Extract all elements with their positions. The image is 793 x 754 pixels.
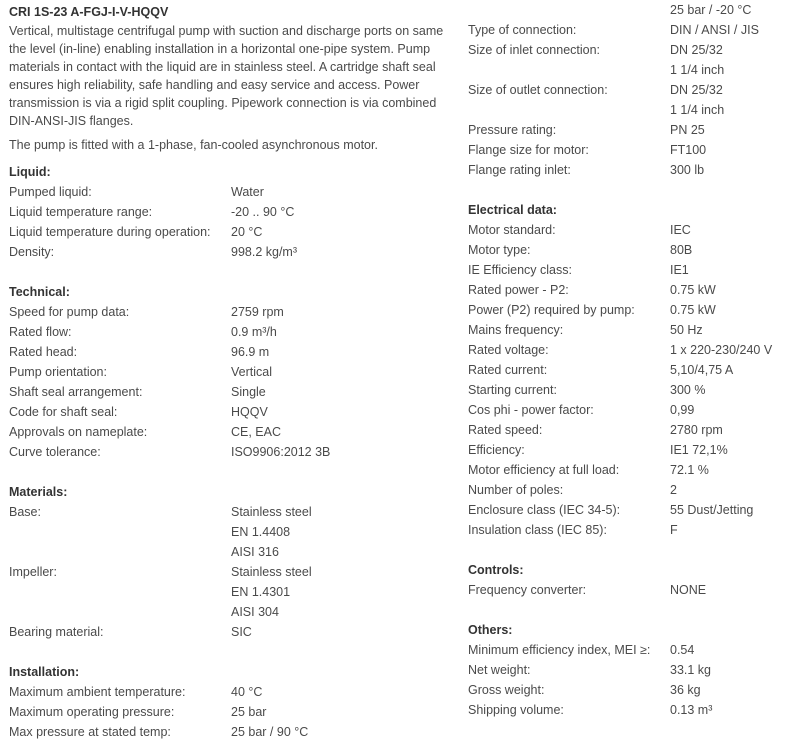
spec-value: IE1 72,1% (670, 443, 728, 457)
spec-label: Cos phi - power factor: (468, 403, 594, 417)
spec-value: 0.75 kW (670, 283, 716, 297)
spec-value: F (670, 523, 678, 537)
technical-section (9, 282, 449, 462)
spec-row (468, 700, 788, 720)
spec-label: Density: (9, 245, 55, 259)
spec-row (9, 222, 449, 242)
spec-values (231, 622, 252, 642)
spec-values (670, 660, 711, 680)
spec-row (468, 380, 788, 400)
others-section (468, 620, 788, 720)
spec-value: 998.2 kg/m³ (231, 245, 298, 259)
spec-values (231, 442, 330, 462)
spec-label: Pump orientation: (9, 365, 107, 379)
spec-row (468, 420, 788, 440)
spec-row (9, 422, 449, 442)
spec-values (231, 202, 294, 222)
spec-label: Liquid temperature during operation: (9, 225, 211, 239)
spec-row (9, 562, 449, 622)
spec-row (468, 160, 788, 180)
spec-row (468, 80, 788, 120)
spec-value: 1 1/4 inch (670, 103, 725, 117)
spec-label: Shipping volume: (468, 703, 564, 717)
spec-value: 55 Dust/Jetting (670, 503, 754, 517)
spec-values (231, 722, 308, 742)
spec-values (670, 80, 724, 120)
spec-row (9, 382, 449, 402)
spec-values (231, 222, 262, 242)
spec-values (670, 20, 759, 40)
section-heading: Controls: (468, 563, 524, 577)
spec-values (670, 420, 723, 440)
spec-values (670, 300, 716, 320)
spec-label: Pumped liquid: (9, 185, 92, 199)
motor-description: The pump is fitted with a 1-phase, fan-cooled asynchronous motor. (9, 138, 378, 152)
spec-value: 20 °C (231, 225, 263, 239)
spec-values (670, 360, 733, 380)
spec-label: Maximum ambient temperature: (9, 685, 186, 699)
spec-row (468, 660, 788, 680)
spec-values (670, 40, 724, 80)
product-description: Vertical, multistage centrifugal pump with suction and discharge ports on same the level (in-line) enabling installation in a horizontal one-pipe system. Pump materials in contact with the liquid are in stainless steel. A cartridge shaft seal ensures high reliability, safe handling and easy service and access. Power transmission is via a rigid split coupling. Pipework connection is via combined DIN-ANSI-JIS flanges. (9, 24, 444, 128)
spec-label: Rated power - P2: (468, 283, 569, 297)
spec-row (9, 182, 449, 202)
installation-continued-section (468, 0, 788, 180)
spec-value: 36 kg (670, 683, 701, 697)
spec-label: Rated head: (9, 345, 78, 359)
spec-value: IEC (670, 223, 691, 237)
spec-value: FT100 (670, 143, 707, 157)
spec-row (9, 342, 449, 362)
spec-values (231, 322, 277, 342)
spec-values (670, 380, 705, 400)
spec-label: Maximum operating pressure: (9, 705, 175, 719)
spec-label: Minimum efficiency index, MEI ≥: (468, 643, 651, 657)
spec-values (670, 340, 772, 360)
spec-row (468, 640, 788, 660)
spec-label: Rated current: (468, 363, 548, 377)
spec-value: 1 x 220-230/240 V (670, 343, 773, 357)
spec-value: 25 bar / -20 °C (670, 3, 752, 17)
spec-values (670, 260, 689, 280)
spec-label: Flange size for motor: (468, 143, 589, 157)
spec-value: EN 1.4301 (231, 585, 291, 599)
spec-label: Size of inlet connection: (468, 43, 601, 57)
spec-label: Motor efficiency at full load: (468, 463, 620, 477)
spec-values (670, 500, 753, 520)
spec-label: Rated speed: (468, 423, 543, 437)
spec-row (9, 622, 449, 642)
spec-values (231, 342, 269, 362)
spec-label: Frequency converter: (468, 583, 587, 597)
spec-row (468, 140, 788, 160)
spec-label: Motor standard: (468, 223, 556, 237)
spec-label: Motor type: (468, 243, 531, 257)
spec-values (670, 520, 678, 540)
spec-row (468, 460, 788, 480)
spec-label: Net weight: (468, 663, 531, 677)
spec-row (468, 300, 788, 320)
spec-label: Bearing material: (9, 625, 104, 639)
spec-value: DIN / ANSI / JIS (670, 23, 759, 37)
spec-values (231, 302, 284, 322)
spec-label: Efficiency: (468, 443, 525, 457)
left-column (9, 0, 449, 742)
spec-row (9, 322, 449, 342)
spec-row (468, 240, 788, 260)
spec-row (468, 280, 788, 300)
spec-row (9, 242, 449, 262)
spec-row (468, 320, 788, 340)
spec-value: 80B (670, 243, 693, 257)
spec-values (670, 440, 728, 460)
spec-value: CE, EAC (231, 425, 282, 439)
spec-row (468, 400, 788, 420)
spec-label: Pressure rating: (468, 123, 557, 137)
spec-values (231, 562, 312, 622)
spec-label: Code for shaft seal: (9, 405, 118, 419)
spec-values (670, 0, 751, 20)
section-heading: Electrical data: (468, 203, 557, 217)
spec-value: 300 lb (670, 163, 705, 177)
spec-value: Stainless steel (231, 565, 312, 579)
spec-value: NONE (670, 583, 707, 597)
spec-value: DN 25/32 (670, 83, 723, 97)
spec-value: -20 .. 90 °C (231, 205, 295, 219)
spec-values (231, 242, 297, 262)
spec-values (231, 502, 312, 562)
spec-value: SIC (231, 625, 252, 639)
spec-label: Number of poles: (468, 483, 564, 497)
liquid-section (9, 162, 449, 262)
spec-values (670, 400, 694, 420)
spec-row (468, 440, 788, 460)
spec-values (670, 160, 704, 180)
installation-section (9, 662, 449, 742)
spec-value: 25 bar / 90 °C (231, 725, 309, 739)
spec-values (670, 460, 709, 480)
spec-label: Insulation class (IEC 85): (468, 523, 607, 537)
spec-row (468, 480, 788, 500)
spec-value: 0.54 (670, 643, 695, 657)
spec-values (670, 680, 701, 700)
spec-value: Single (231, 385, 266, 399)
spec-value: 33.1 kg (670, 663, 712, 677)
spec-label (468, 0, 670, 20)
spec-value: 40 °C (231, 685, 263, 699)
spec-label: Mains frequency: (468, 323, 564, 337)
spec-value: PN 25 (670, 123, 705, 137)
spec-values (231, 422, 281, 442)
spec-label: Starting current: (468, 383, 557, 397)
spec-values (670, 480, 677, 500)
spec-values (231, 682, 262, 702)
spec-row (9, 502, 449, 562)
spec-row (9, 682, 449, 702)
spec-value: 2759 rpm (231, 305, 284, 319)
spec-value: 0,99 (670, 403, 695, 417)
spec-values (670, 700, 712, 720)
spec-row (468, 580, 788, 600)
spec-value: 50 Hz (670, 323, 703, 337)
spec-label: Speed for pump data: (9, 305, 130, 319)
spec-row (468, 520, 788, 540)
spec-value: AISI 304 (231, 605, 279, 619)
spec-row (468, 340, 788, 360)
spec-value: HQQV (231, 405, 268, 419)
spec-values (231, 182, 264, 202)
spec-label: Flange rating inlet: (468, 163, 571, 177)
spec-value: 72.1 % (670, 463, 709, 477)
spec-label: Max pressure at stated temp: (9, 725, 171, 739)
spec-row (468, 360, 788, 380)
section-heading: Others: (468, 623, 513, 637)
spec-label: Rated voltage: (468, 343, 549, 357)
spec-row (468, 120, 788, 140)
spec-value: 0.13 m³ (670, 703, 713, 717)
spec-value: EN 1.4408 (231, 525, 291, 539)
spec-row (468, 680, 788, 700)
spec-values (231, 702, 266, 722)
spec-label: Curve tolerance: (9, 445, 101, 459)
spec-value: Vertical (231, 365, 272, 379)
spec-values (231, 362, 272, 382)
spec-label: Power (P2) required by pump: (468, 303, 635, 317)
spec-row (468, 260, 788, 280)
spec-values (670, 640, 694, 660)
spec-row (468, 220, 788, 240)
spec-row (468, 20, 788, 40)
spec-value: Water (231, 185, 264, 199)
section-heading: Liquid: (9, 165, 51, 179)
spec-values (670, 220, 691, 240)
spec-values (670, 320, 703, 340)
spec-value: 300 % (670, 383, 706, 397)
section-heading: Installation: (9, 665, 80, 679)
controls-section (468, 560, 788, 600)
section-heading: Technical: (9, 285, 70, 299)
spec-values (670, 140, 706, 160)
spec-value: 5,10/4,75 A (670, 363, 734, 377)
spec-row (9, 702, 449, 722)
spec-label: Enclosure class (IEC 34-5): (468, 503, 621, 517)
spec-values (670, 120, 705, 140)
section-heading: Materials: (9, 485, 68, 499)
spec-value: Stainless steel (231, 505, 312, 519)
materials-section (9, 482, 449, 642)
spec-value: 96.9 m (231, 345, 270, 359)
right-column (468, 0, 788, 720)
spec-row (9, 402, 449, 422)
product-title: CRI 1S-23 A-FGJ-I-V-HQQV (9, 5, 169, 19)
spec-row (468, 500, 788, 520)
spec-label: IE Efficiency class: (468, 263, 572, 277)
spec-label: Size of outlet connection: (468, 83, 608, 97)
spec-row (9, 362, 449, 382)
spec-value: IE1 (670, 263, 689, 277)
spec-row (9, 302, 449, 322)
spec-label: Approvals on nameplate: (9, 425, 148, 439)
spec-values (670, 280, 716, 300)
spec-value: 2780 rpm (670, 423, 723, 437)
spec-values (670, 240, 692, 260)
spec-row (9, 442, 449, 462)
spec-value: ISO9906:2012 3B (231, 445, 331, 459)
spec-label: Type of connection: (468, 23, 577, 37)
spec-label: Impeller: (9, 565, 57, 579)
spec-row (9, 202, 449, 222)
spec-label: Base: (9, 505, 41, 519)
spec-value: 0.9 m³/h (231, 325, 277, 339)
spec-label: Gross weight: (468, 683, 545, 697)
electrical-section (468, 200, 788, 540)
spec-value: AISI 316 (231, 545, 279, 559)
spec-label: Liquid temperature range: (9, 205, 153, 219)
spec-value: DN 25/32 (670, 43, 723, 57)
spec-row (468, 40, 788, 80)
spec-label: Rated flow: (9, 325, 72, 339)
spec-values (231, 402, 268, 422)
spec-values (670, 580, 706, 600)
spec-label: Shaft seal arrangement: (9, 385, 143, 399)
spec-value: 1 1/4 inch (670, 63, 725, 77)
spec-value: 0.75 kW (670, 303, 716, 317)
spec-values (231, 382, 266, 402)
spec-value: 25 bar (231, 705, 267, 719)
spec-row (9, 722, 449, 742)
spec-row (468, 0, 788, 20)
spec-value: 2 (670, 483, 677, 497)
